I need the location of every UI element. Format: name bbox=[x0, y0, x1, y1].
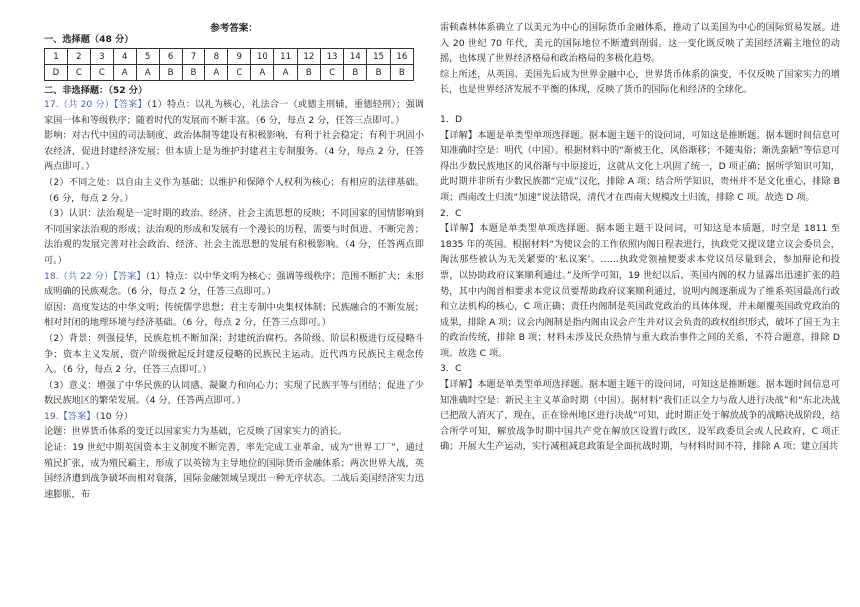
answer-table-number-cell: 11 bbox=[274, 49, 297, 65]
answer-table bbox=[44, 48, 414, 81]
answer-table-number-cell: 16 bbox=[390, 49, 413, 65]
q19-score: （10 分） bbox=[95, 410, 133, 422]
answer-table-number-cell: 13 bbox=[320, 49, 343, 65]
explanation-1: 【详解】本题是单类型单项选择题。据本题主题干的设问词，可知这是推断题。据本题时间信息可知准确时空是：明代（中国）。根据材料中的“渐被王化，风俗渐移；不随夷俗；渐洗蛮陋”等信息可得出少数民族地区的风俗渐与中原接近，这就从文化上巩固了统一，D 项正确；据所学知识可知，此时期并非所有少数民族都“完成”汉化，排除 A 项；结合所学知识，贵州并不是文化重心，排除 B 项；西南改土归流“加速”说法错误，清代才在西南大规模改土归流，排除 C 项。故选 D 项。 bbox=[440, 129, 840, 203]
answer-table-number-cell: 4 bbox=[113, 49, 136, 65]
q19-heading: 19. bbox=[44, 410, 59, 422]
spacer bbox=[440, 98, 840, 112]
answer-table-number-cell: 3 bbox=[90, 49, 113, 65]
answer-table-number-cell: 15 bbox=[367, 49, 390, 65]
answer-table-number-cell: 14 bbox=[344, 49, 367, 65]
section-heading-nonchoice: 二、非选择题：（52 分） bbox=[44, 85, 148, 96]
answer-table-numbers-row bbox=[45, 49, 414, 65]
answer-table-number-cell: 8 bbox=[205, 49, 228, 65]
answer-table-answer-cell: B bbox=[297, 65, 320, 81]
answer-table-answer-cell: C bbox=[90, 65, 113, 81]
answer-table-number-cell: 12 bbox=[297, 49, 320, 65]
q18-text-1: （1）特点：以中华文明为核心；强调等级秩序；范围不断扩大；未形成明确的民族观念。（6 分，每点 2 分，任答三点即可。） bbox=[44, 270, 424, 298]
q18-paragraph-4: （3）意义：增强了中华民族的认同感、凝聚力和向心力；实现了民族平等与团结；促进了少数民族地区的繁荣发展。（4 分，任答两点即可。） bbox=[44, 379, 424, 407]
q19-answer-tag: 【答案】 bbox=[58, 410, 96, 422]
answer-table-answer-cell: A bbox=[113, 65, 136, 81]
answer-table-number-cell: 9 bbox=[228, 49, 251, 65]
answer-table-answer-cell: B bbox=[182, 65, 205, 81]
explanation-2: 【详解】本题是单类型单项选择题。据本题主题干设问词，可知这是本质题，时空是 1811 至 1835 年的英国。根据材料“为使议会的工作依照内阁日程表进行，执政党又提议建立议会委员会，淘汰那些被认为无关紧要的‘私议案’。……执政党领袖便要求本党议员尽量到会，参加辩论和投票，以协助政府议案顺利通过。”及所学可知，19 世纪以后，英国内阁的权力显露出迅速扩张的趋势，其中内阁首相要求本党议员要帮助政府议案顺利通过，说明内阁逐渐成为了维系英国最高行政和立法机构的核心，C 项正确；责任内阁制是英国政党政治的具体体现，并未颠覆英国政党政治的成果，排除 A 项；议会内阁制是指内阁由议会产生并对议会负责的政权组织形式，破坏了国王为主的政治传统，排除 B 项；材料未涉及民众热情与重大政治事件之间的关系，不符合题意，排除 D 项。故选 C 项。 bbox=[440, 223, 840, 359]
answer-table-answer-cell: A bbox=[274, 65, 297, 81]
q18-answer-tag: 【答案】 bbox=[113, 270, 146, 282]
q17-paragraph-1 bbox=[44, 97, 424, 128]
answer-table-answer-cell: A bbox=[205, 65, 228, 81]
answer-table-answer-cell: B bbox=[159, 65, 182, 81]
q18-heading: 18.（共 22 分） bbox=[44, 270, 114, 282]
page-title: 参考答案： bbox=[210, 23, 258, 34]
q17-paragraph-3: （2）不同之处：以自由主义作为基础；以维护和保障个人权利为核心；有相应的法律基础。（6 分，每点 2 分。） bbox=[44, 176, 424, 204]
section-heading-choice: 一、选择题（48 分） bbox=[44, 34, 134, 45]
answer-table-answer-cell: C bbox=[228, 65, 251, 81]
answer-table-answer-cell: A bbox=[251, 65, 274, 81]
answer-table-answer-cell: B bbox=[344, 65, 367, 81]
answer-table-answer-cell: A bbox=[136, 65, 159, 81]
answer-1: 1．D bbox=[440, 113, 463, 125]
q18-paragraph-2: 原因：高度发达的中华文明；传统儒学思想；君主专制中央集权体制；民族融合的不断发展；相对封闭的地理环境与经济基础。（6 分，每点 2 分，任答三点即可。） bbox=[44, 301, 424, 329]
q18-paragraph-1 bbox=[44, 269, 424, 300]
q19-heading-line bbox=[44, 409, 424, 425]
answer-table-number-cell: 7 bbox=[182, 49, 205, 65]
answer-3: 3．C bbox=[440, 363, 462, 375]
q17-paragraph-4: （3）认识：法治观是一定时期的政治、经济、社会主流思想的反映；不同国家的国情影响到不同国家法治观的形成；法治观的形成和发展有一个漫长的历程，需要与时俱进、不断完善；法治观的发展完善对社会政治、经济、社会主流思想的发展有积极影响。（4 分，任答两点即可。） bbox=[44, 208, 424, 266]
answer-table-answer-cell: C bbox=[67, 65, 90, 81]
q17-heading: 17.（共 20 分） bbox=[44, 99, 115, 110]
answer-table-number-cell: 6 bbox=[159, 49, 182, 65]
q17-text-1: （1）特点：以礼为核心，礼法合一（或德主刑辅，重德轻刑）；强调家国一体和等级秩序；随着时代的发展而不断丰富。（6 分，每点 2 分，任答三点即可。） bbox=[44, 99, 424, 126]
q19-conclusion-paragraph: 综上所述，从英国、美国先后成为世界金融中心，世界货币体系的演变，不仅反映了国家实力的增长，也是世界经济发展不平衡的体现，反映了货币的国际化和经济的全球化。 bbox=[440, 68, 840, 96]
answer-table-answers-row bbox=[45, 65, 414, 81]
q19-paragraph-2: 论证：19 世纪中期英国资本主义制度不断完善，率先完成工业革命，成为“世界工厂”，通过殖民扩张，成为殖民霸主，形成了以英镑为主导地位的国际货币金融体系；两次世界大战，英国经济遭到战争破坏而相对衰落，国际金融领域呈现出一种无序状态。二战后美国经济实力迅速膨胀，布 bbox=[44, 442, 424, 500]
explanation-3: 【详解】本题是单类型单项选择题。据本题主题干的设问词，可知这是推断题。据本题时间信息可知准确时空是：新民主主义革命时期（中国）。据材料“我们正以全力与敌人进行决战”和“东北决战已把敌人消灭了，现在，正在徐州地区进行决战”可知，此时期正处于解放战争的战略决战阶段，结合所学可知，解放战争时期中国共产党在解放区设置行政区，设军政委员会或人民政府，C 项正确；开展大生产运动，实行减租减息政策是全面抗战时期，与材料时间不符，排除 A 项；建立国共 bbox=[440, 379, 840, 453]
q19-paragraph-1: 论题：世界货币体系的变迁以国家实力为基础，它反映了国家实力的消长。 bbox=[44, 426, 348, 438]
right-column bbox=[440, 20, 840, 455]
answer-table-number-cell: 1 bbox=[45, 49, 68, 65]
answer-table-answer-cell: C bbox=[320, 65, 343, 81]
answer-table-number-cell: 5 bbox=[136, 49, 159, 65]
answer-table-answer-cell: B bbox=[367, 65, 390, 81]
q18-paragraph-3: （2）背景：列强侵华，民族危机不断加深；封建统治腐朽。各阶级、阶层积极进行反侵略斗争；资本主义发展，资产阶级掀起反封建反侵略的民族民主运动。近代西方民族民主观念传入。（6 分，每点 2 分，任答三点即可。） bbox=[44, 332, 424, 376]
q17-answer-tag: 【答案】 bbox=[114, 99, 147, 110]
q17-paragraph-2: 影响：对古代中国的司法制度、政治体制等建设有积极影响，有利于社会稳定；有利于巩固小农经济，促进封建经济发展；但本质上是为维护封建君主专制服务。（4 分，每点 2 分，任答两点即可。） bbox=[44, 130, 424, 173]
answer-table-number-cell: 2 bbox=[67, 49, 90, 65]
answer-table-answer-cell: D bbox=[45, 65, 68, 81]
left-column bbox=[44, 0, 424, 502]
answer-table-answer-cell: B bbox=[390, 65, 413, 81]
q19-continued-paragraph: 雷顿森林体系确立了以美元为中心的国际货币金融体系，推动了以美国为中心的国际贸易发展。进入 20 世纪 70 年代，美元的国际地位不断遭到削弱。这一变化既反映了美国经济霸主地位的动摇，也体现了世界经济格局和政治格局的多极化趋势。 bbox=[440, 22, 840, 65]
answer-2: 2．C bbox=[440, 207, 462, 219]
answer-table-number-cell: 10 bbox=[251, 49, 274, 65]
